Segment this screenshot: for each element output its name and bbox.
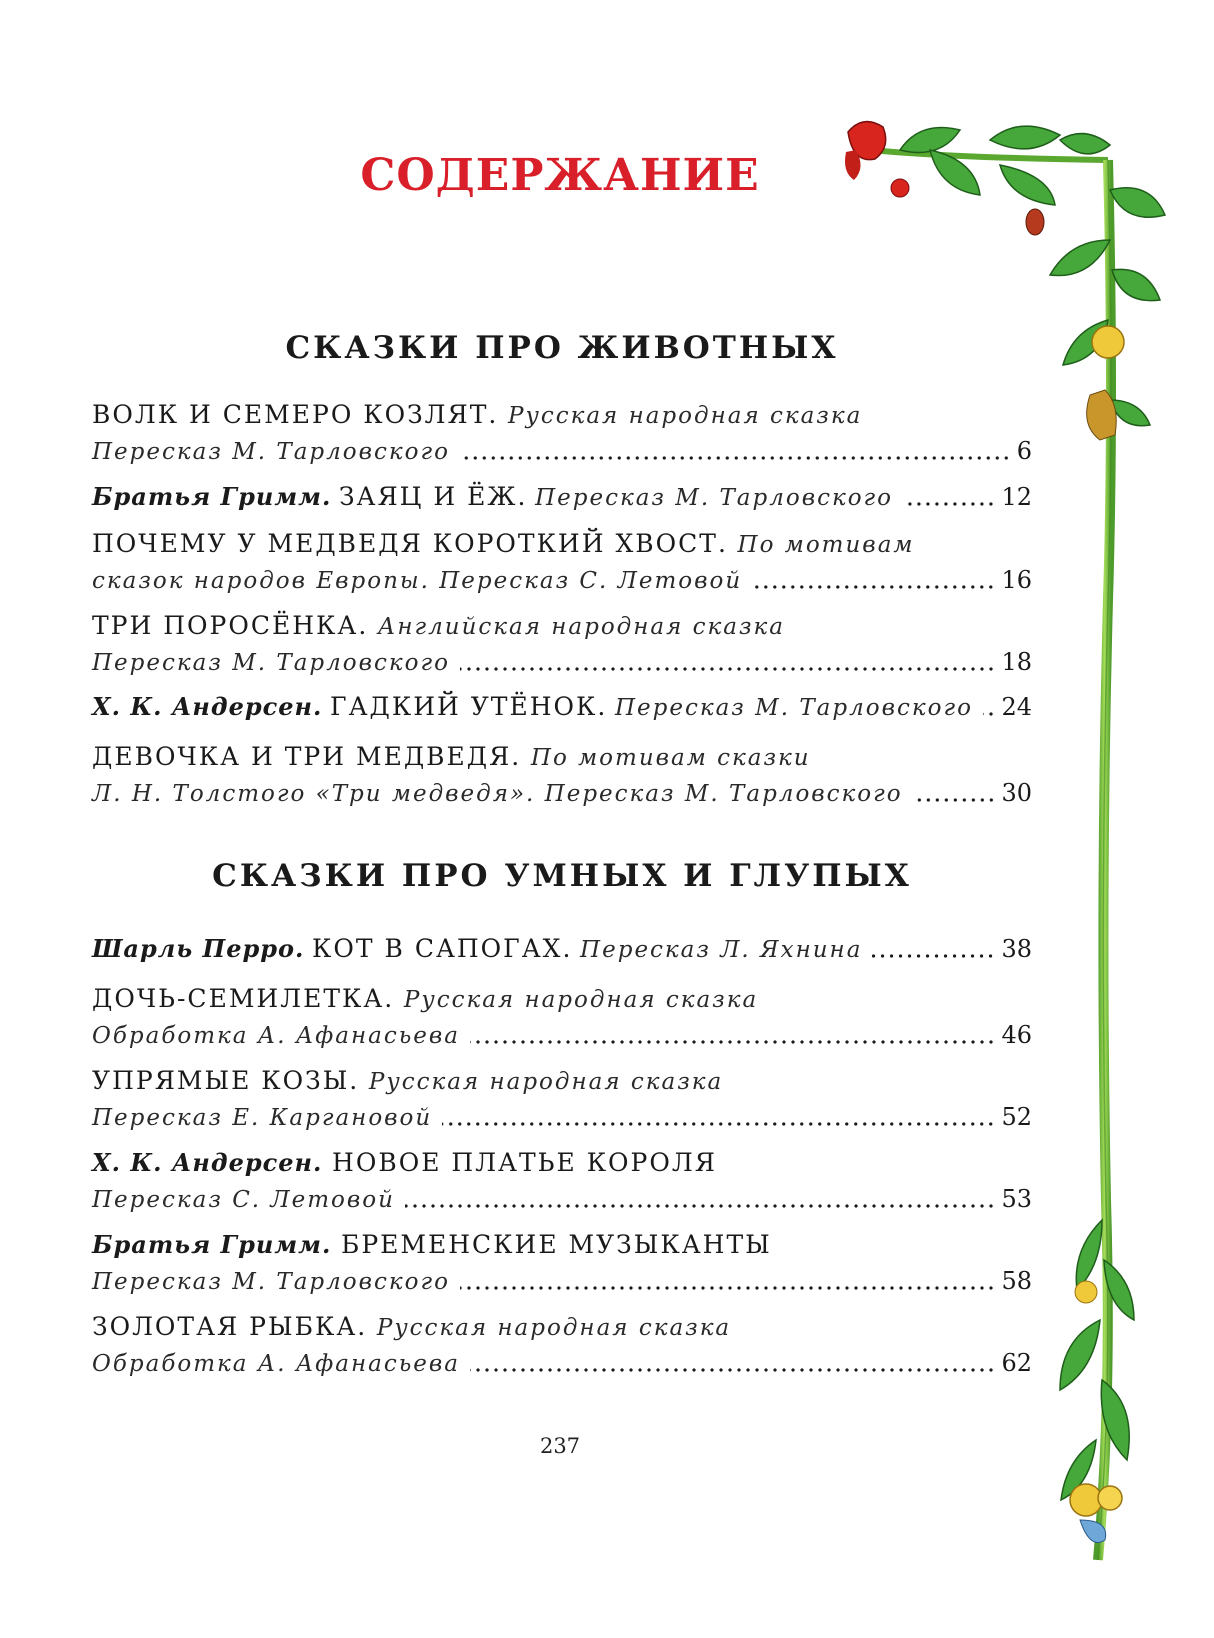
entry-note: Пересказ С. Летовой	[92, 1187, 395, 1213]
toc-entry[interactable]	[92, 932, 1032, 968]
entry-note: По мотивам сказки	[530, 745, 811, 771]
yellow-flower-icon	[1087, 326, 1124, 440]
dot-leader	[913, 797, 996, 803]
entry-page-number: 53	[1001, 1185, 1032, 1213]
entry-note: Русская народная сказка	[376, 1315, 732, 1341]
entry-title: ВОЛК И СЕМЕРО КОЗЛЯТ.	[92, 400, 499, 429]
entry-title: УПРЯМЫЕ КОЗЫ.	[92, 1066, 360, 1095]
entry-note: Обработка А. Афанасьева	[92, 1351, 460, 1377]
dot-leader	[460, 666, 996, 672]
toc-entry[interactable]	[92, 740, 1032, 812]
entry-note: Обработка А. Афанасьева	[92, 1023, 460, 1049]
toc-entry[interactable]	[92, 480, 1032, 516]
dot-leader	[405, 1203, 996, 1209]
entry-note: Пересказ Е. Каргановой	[92, 1105, 433, 1131]
entry-title: НОВОЕ ПЛАТЬЕ КОРОЛЯ	[332, 1148, 717, 1177]
toc-entry[interactable]	[92, 398, 1032, 470]
entry-note: Пересказ М. Тарловского	[92, 439, 450, 465]
entry-note: Английская народная сказка	[377, 614, 785, 640]
dot-leader	[470, 1367, 996, 1373]
entry-author: Х. К. Андерсен.	[92, 692, 323, 721]
entry-page-number: 46	[1001, 1021, 1032, 1049]
entry-author: Шарль Перро.	[92, 934, 305, 963]
entry-note: Русская народная сказка	[368, 1069, 724, 1095]
toc-entry[interactable]	[92, 527, 1032, 599]
entry-note: Л. Н. Толстого «Три медведя». Пересказ М. Тарловского	[92, 781, 903, 807]
entry-page-number: 30	[1001, 779, 1032, 807]
section-title: СКАЗКИ ПРО УМНЫХ И ГЛУПЫХ	[212, 858, 912, 894]
dot-leader	[460, 455, 1011, 461]
entry-page-number: 62	[1001, 1349, 1032, 1377]
dot-leader	[752, 584, 995, 590]
entry-note: Пересказ М. Тарловского	[92, 1269, 450, 1295]
entry-title: ДЕВОЧКА И ТРИ МЕДВЕДЯ.	[92, 742, 522, 771]
entry-page-number: 18	[1001, 648, 1032, 676]
dot-leader	[460, 1285, 996, 1291]
toc-entry[interactable]	[92, 1064, 1032, 1136]
page-title: СОДЕРЖАНИЕ	[360, 150, 760, 201]
entry-note: сказок народов Европы. Пересказ С. Летовой	[92, 568, 743, 594]
entry-title: КОТ В САПОГАХ.	[312, 934, 573, 963]
entry-title: ДОЧЬ-СЕМИЛЕТКА.	[92, 984, 395, 1013]
entry-author: Х. К. Андерсен.	[92, 1148, 323, 1177]
entry-title: ЗАЯЦ И ЁЖ.	[338, 482, 528, 511]
entry-note: По мотивам	[737, 532, 915, 558]
entry-page-number: 6	[1016, 437, 1032, 465]
dot-leader	[442, 1121, 995, 1127]
entry-page-number: 38	[1001, 935, 1032, 963]
dot-leader	[872, 953, 995, 959]
entry-page-number: 52	[1001, 1103, 1032, 1131]
page-number: 237	[539, 1434, 581, 1458]
section-title: СКАЗКИ ПРО ЖИВОТНЫХ	[285, 330, 839, 366]
entry-note: Пересказ Л. Яхнина	[580, 937, 863, 963]
entry-author: Братья Гримм.	[92, 482, 332, 511]
dot-leader	[903, 501, 995, 507]
entry-title: БРЕМЕНСКИЕ МУЗЫКАНТЫ	[340, 1230, 772, 1259]
entry-title: ТРИ ПОРОСЁНКА.	[92, 611, 369, 640]
toc-entry[interactable]	[92, 609, 1032, 681]
toc-entry[interactable]	[92, 1310, 1032, 1382]
entry-page-number: 16	[1001, 566, 1032, 594]
toc-entry[interactable]	[92, 982, 1032, 1054]
entry-title: ПОЧЕМУ У МЕДВЕДЯ КОРОТКИЙ ХВОСТ.	[92, 529, 728, 558]
toc-entry[interactable]	[92, 690, 1032, 726]
entry-page-number: 24	[1001, 693, 1032, 721]
entry-page-number: 58	[1001, 1267, 1032, 1295]
dot-leader	[983, 711, 996, 717]
toc-entry[interactable]	[92, 1228, 1032, 1300]
dot-leader	[470, 1039, 996, 1045]
entry-title: ЗОЛОТАЯ РЫБКА.	[92, 1312, 368, 1341]
entry-note: Русская народная сказка	[403, 987, 759, 1013]
entry-note: Пересказ М. Тарловского	[614, 695, 973, 721]
entry-page-number: 12	[1001, 483, 1032, 511]
entry-note: Пересказ М. Тарловского	[535, 485, 894, 511]
entry-note: Пересказ М. Тарловского	[92, 650, 450, 676]
toc-entry[interactable]	[92, 1146, 1032, 1218]
entry-author: Братья Гримм.	[92, 1230, 332, 1259]
entry-title: ГАДКИЙ УТЁНОК.	[330, 692, 608, 721]
entry-note: Русская народная сказка	[508, 403, 863, 429]
